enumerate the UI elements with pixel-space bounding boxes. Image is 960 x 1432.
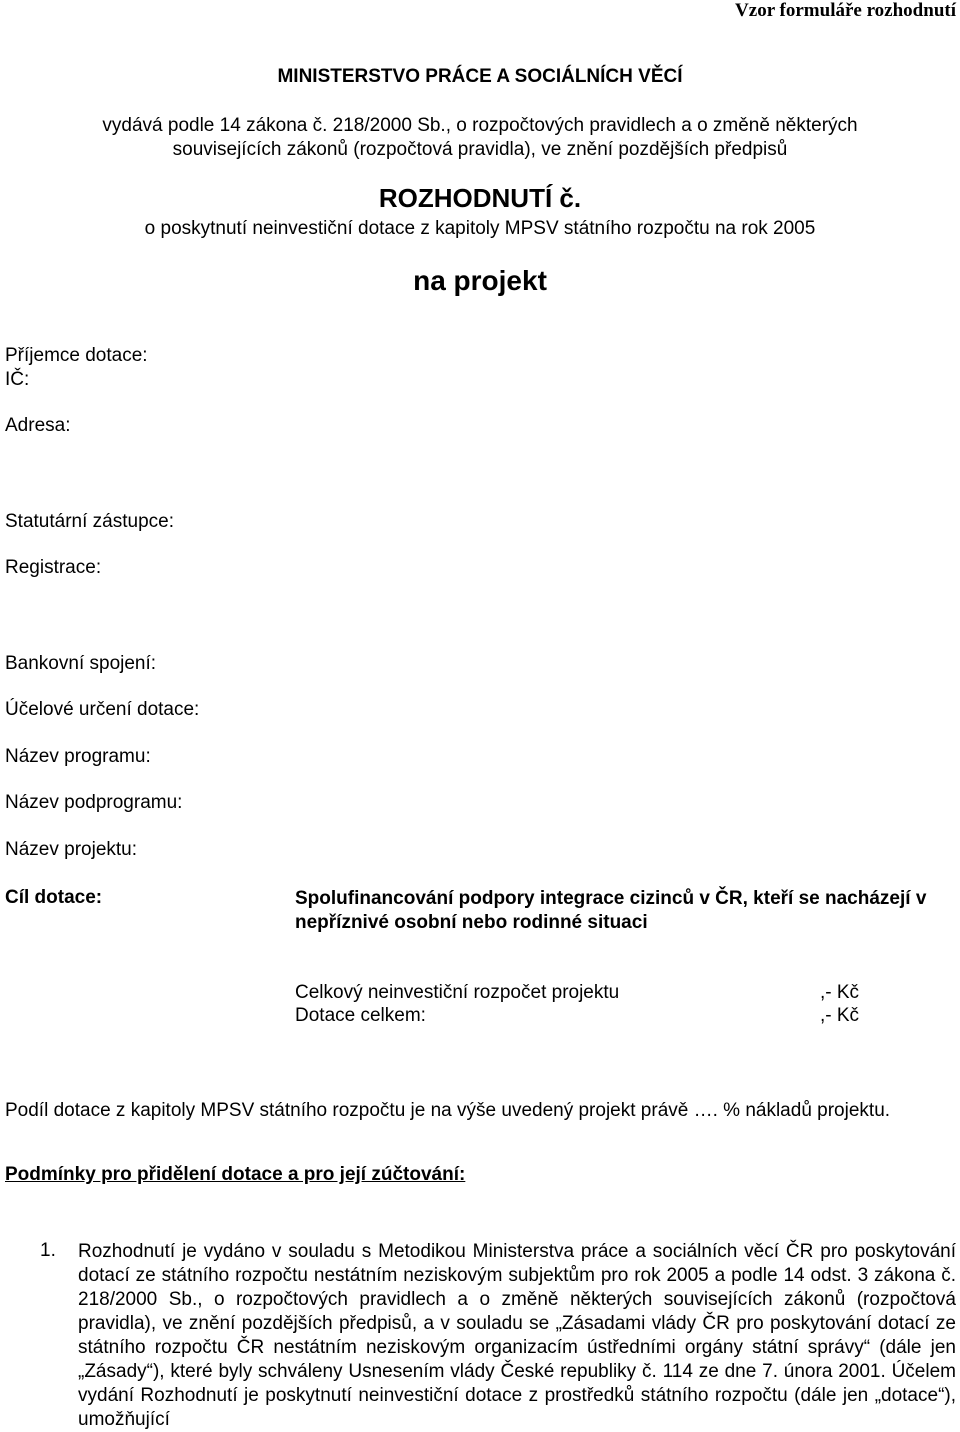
form-template-note: Vzor formuláře rozhodnutí [735, 0, 956, 21]
decision-subtitle: o poskytnutí neinvestiční dotace z kapitoly MPSV státního rozpočtu na rok 2005 [144, 218, 816, 239]
goal-text: Spolufinancování podpory integrace cizinců v ČR, kteří se nacházejí v nepříznivé osobní nebo rodinné situaci [295, 888, 927, 933]
project-label: Název projektu: [5, 839, 138, 860]
statutory-label: Statutární zástupce: [5, 511, 174, 532]
bank-label: Bankovní spojení: [5, 653, 157, 674]
subprogram-label: Název podprogramu: [5, 792, 183, 813]
subsidy-total-label: Dotace celkem: [295, 1005, 426, 1026]
goal-label: Cíl dotace: [5, 887, 103, 908]
condition-item-text: Rozhodnutí je vydáno v souladu s Metodikou Ministerstva práce a sociálních věcí ČR pro poskytování dotací ze státního rozpočtu nestátním neziskovým subjektům pro rok 2005 a podle 14 odst. 3 zákona č. 218/2000 Sb., o rozpočtových pravidlech a o změně některých souvisejících zákonů (rozpočtová pravidla), ve znění pozdějších předpisů, a v souladu se „Zásadami vlády ČR pro poskytování dotací ze státního rozpočtu ČR nestátním neziskovým organizacím ústředními orgány státní správy“ (dále jen „Zásady“), které byly schváleny Usnesením vlády České republiky č. 114 ze dne 7. února 2001. Účelem vydání Rozhodnutí je poskytnutí neinvestiční dotace z prostředků státního rozpočtu (dále jen „dotace“), umožňující [78, 1241, 956, 1430]
decision-title: ROZHODNUTÍ č. [378, 183, 582, 213]
condition-item-number: 1. [40, 1240, 56, 1261]
subsidy-share-text: Podíl dotace z kapitoly MPSV státního rozpočtu je na výše uvedený projekt právě …. % nákladů projektu. [5, 1100, 891, 1121]
address-label: Adresa: [5, 415, 71, 436]
total-budget-label: Celkový neinvestiční rozpočet projektu [295, 982, 620, 1003]
ic-label: IČ: [5, 369, 30, 390]
subsidy-total-value: ,- Kč [820, 1005, 860, 1026]
registration-label: Registrace: [5, 557, 102, 578]
project-heading: na projekt [413, 265, 547, 296]
conditions-heading: Podmínky pro přidělení dotace a pro její zúčtování: [5, 1164, 466, 1185]
legal-basis-line-1: vydává podle 14 zákona č. 218/2000 Sb., o rozpočtových pravidlech a o změně některých [102, 115, 858, 136]
recipient-label: Příjemce dotace: [5, 345, 148, 366]
legal-basis-line-2: souvisejících zákonů (rozpočtová pravidla), ve znění pozdějších předpisů [172, 139, 788, 160]
total-budget-value: ,- Kč [820, 982, 860, 1003]
ministry-name: MINISTERSTVO PRÁCE A SOCIÁLNÍCH VĚCÍ [277, 66, 683, 87]
program-label: Název programu: [5, 746, 151, 767]
purpose-label: Účelové určení dotace: [5, 699, 200, 720]
